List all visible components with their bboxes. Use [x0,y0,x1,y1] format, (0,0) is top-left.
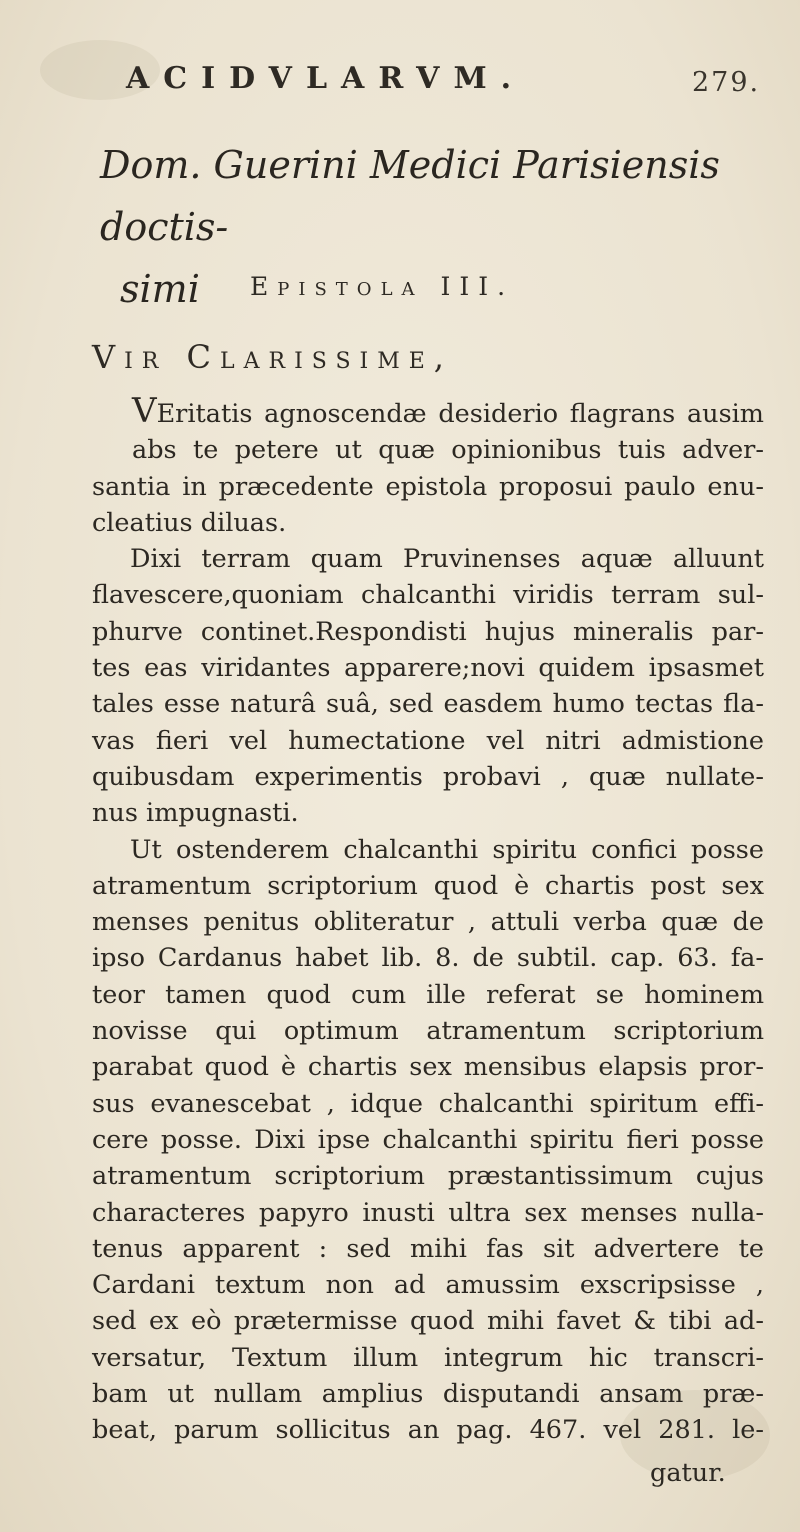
running-title: ACIDVLARVM. [126,61,526,96]
text-line: Cardani textum non ad amussim exscripsisse , [92,1270,764,1301]
text-line: teor tamen quod cum ille referat se hominem [92,979,764,1010]
text-line: phurve continet.Respondisti hujus mineralis par- [92,616,764,647]
text-line: parabat quod è chartis sex mensibus elapsis pror- [92,1052,764,1083]
drop-capital: V [132,391,157,431]
text-line: versatur, Textum illum integrum hic transcri- [92,1342,764,1373]
text-line: tenus apparent : sed mihi fas sit advertere te [92,1233,764,1264]
text-line: VEritatis agnoscendæ desiderio flagrans ausim [132,391,764,431]
text-line: Dixi terram quam Pruvinenses aquæ alluunt [130,544,764,575]
text-line: menses penitus obliteratur , attuli verba quæ de [92,907,764,938]
text-line: beat, parum sollicitus an pag. 467. vel 281. le- [92,1415,764,1446]
heading-line-2: simi [120,267,200,311]
text-line: flavescere,quoniam chalcanthi viridis terram sul- [92,580,764,611]
catchword: gatur. [650,1458,726,1488]
text-line: Ut ostenderem chalcanthi spiritu confici posse [130,834,764,865]
text-line: sed ex eò prætermisse quod mihi favet & tibi ad- [92,1306,764,1337]
text-line: novisse qui optimum atramentum scriptorium [92,1016,764,1047]
body-text [92,391,764,1449]
text-line: ipso Cardanus habet lib. 8. de subtil. cap. 63. fa- [92,943,764,974]
text-line: nus impugnasti. [92,798,299,829]
text-line: cere posse. Dixi ipse chalcanthi spiritu fieri posse [92,1124,764,1155]
text-line: santia in præcedente epistola proposui paulo enu- [92,471,764,502]
text-line: characteres papyro inusti ultra sex menses nulla- [92,1197,764,1228]
text-line: atramentum scriptorium præstantissimum cujus [92,1161,764,1192]
text-line: quibusdam experimentis probavi , quæ nullate- [92,761,764,792]
text-line: cleatius diluas. [92,507,287,538]
epistola-title: Epistola III. [250,272,515,301]
text-line: atramentum scriptorium quod è chartis post sex [92,870,764,901]
text-line: bam ut nullam amplius disputandi ansam præ- [92,1379,764,1410]
text-line: abs te petere ut quæ opinionibus tuis adver- [132,435,764,466]
text-line: tales esse naturâ suâ, sed easdem humo tectas fla- [92,689,764,720]
text-line: vas fieri vel humectatione vel nitri admistione [92,725,764,756]
text-line: sus evanescebat , idque chalcanthi spiritum effi- [92,1088,764,1119]
salutation: Vir Clarissime, [92,338,453,376]
page-header [0,55,800,105]
page-number: 279. [692,67,761,98]
heading-line-1: Dom. Guerini Medici Parisiensis doctis- [100,143,720,249]
text-line: tes eas viridantes apparere;novi quidem ipsasmet [92,653,764,684]
